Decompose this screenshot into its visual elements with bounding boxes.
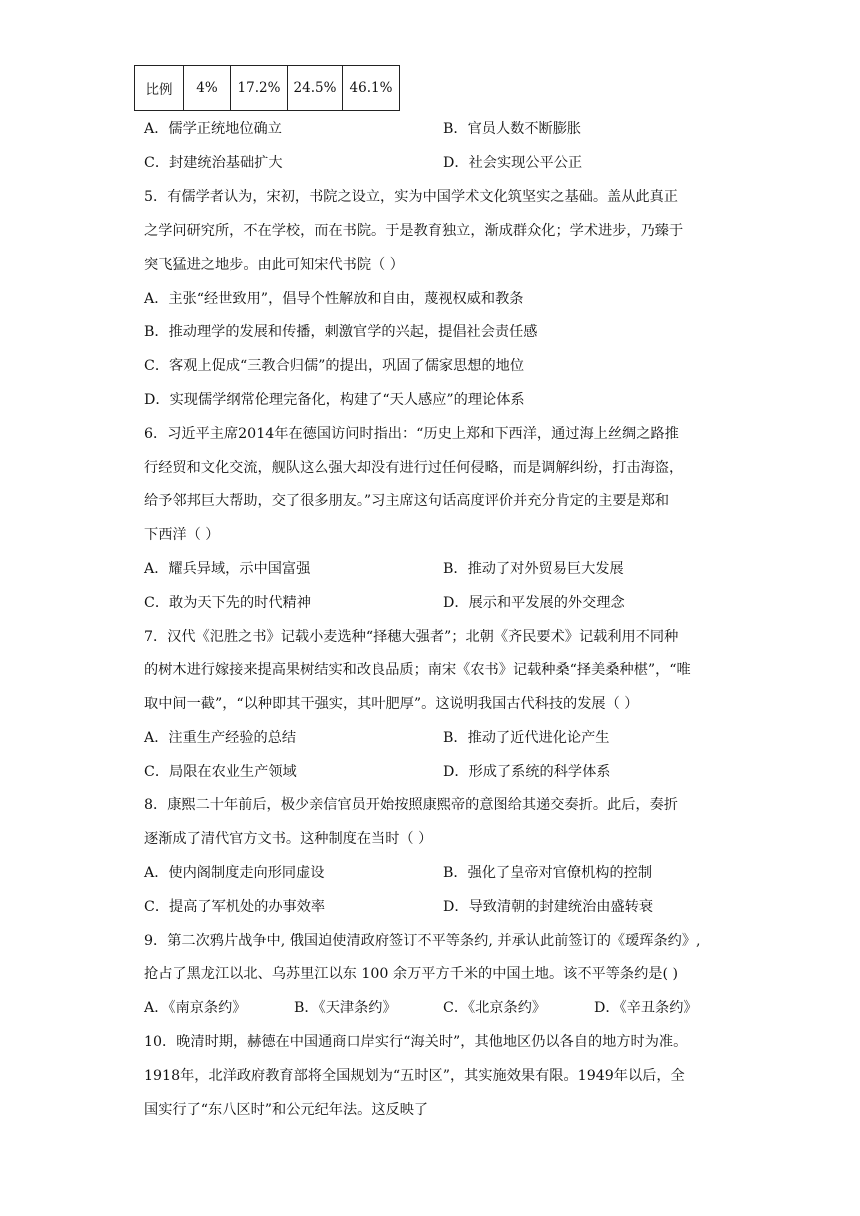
- answer-option: B．《天津条约》: [294, 1000, 397, 1016]
- text-line: 取中间一截”，“以种即其干强实，其叶肥厚”。这说明我国古代科技的发展（ ）: [144, 696, 639, 712]
- text-line: A．主张“经世致用”，倡导个性解放和自由，蔑视权威和教条: [144, 291, 524, 307]
- answer-option: A．注重生产经验的总结: [144, 730, 297, 746]
- table-cell: 46.1%: [343, 66, 400, 111]
- answer-option: D．展示和平发展的外交理念: [443, 595, 625, 611]
- answer-option: A．耀兵异域，示中国富强: [144, 561, 311, 577]
- answer-option: C．《北京条约》: [443, 1000, 547, 1016]
- text-line: 1918年，北洋政府教育部将全国规划为“五时区”，其实施效果有限。1949年以后，全: [144, 1068, 685, 1084]
- answer-option: D．社会实现公平公正: [443, 155, 583, 171]
- text-line: 之学问研究所，不在学校，而在书院。于是教育独立，渐成群众化；学术进步，乃臻于: [144, 223, 684, 239]
- ratio-table: [134, 65, 400, 111]
- text-line: 突飞猛进之地步。由此可知宋代书院（ ）: [144, 257, 404, 273]
- text-line: 的树木进行嫁接来提高果树结实和改良品质；南宋《农书》记载种桑“择美桑种椹”，“唯: [144, 662, 691, 678]
- answer-option: C．敢为天下先的时代精神: [144, 595, 311, 611]
- text-line: 给予邻邦巨大帮助，交了很多朋友。”习主席这句话高度评价并充分肯定的主要是郑和: [144, 493, 670, 509]
- text-line: D．实现儒学纲常伦理完备化，构建了“天人感应”的理论体系: [144, 392, 525, 408]
- answer-option: C．局限在农业生产领域: [144, 764, 297, 780]
- answer-option: B．推动了近代进化论产生: [443, 730, 610, 746]
- answer-option: D．导致清朝的封建统治由盛转衰: [443, 899, 654, 915]
- text-line: 抢占了黑龙江以北、乌苏里江以东 100 余万平方千米的中国土地。该不平等条约是( ): [144, 966, 679, 982]
- text-line: C．客观上促成“三教合归儒”的提出，巩固了儒家思想的地位: [144, 358, 525, 374]
- answer-option: D．《辛丑条约》: [594, 1000, 698, 1016]
- text-line: 逐渐成了清代官方文书。这种制度在当时（ ）: [144, 831, 433, 847]
- table-cell: 17.2%: [231, 66, 288, 111]
- table-cell: 比例: [135, 66, 184, 111]
- answer-option: C．封建统治基础扩大: [144, 155, 283, 171]
- answer-option: A．《南京条约》: [144, 1000, 247, 1016]
- text-line: 6．习近平主席2014年在德国访问时指出：“历史上郑和下西洋，通过海上丝绸之路推: [144, 426, 679, 442]
- answer-option: A．儒学正统地位确立: [144, 121, 282, 137]
- answer-option: A．使内阁制度走向形同虚设: [144, 865, 325, 881]
- answer-option: B．官员人数不断膨胀: [443, 121, 582, 137]
- table-row: [135, 66, 400, 111]
- text-line: B．推动理学的发展和传播，刺激官学的兴起，提倡社会责任感: [144, 324, 538, 340]
- text-line: 下西洋（ ）: [144, 527, 220, 543]
- text-line: 5．有儒学者认为，宋初，书院之设立，实为中国学术文化筑坚实之基础。盖从此真正: [144, 189, 678, 205]
- answer-option: C．提高了军机处的办事效率: [144, 899, 326, 915]
- answer-option: D．形成了系统的科学体系: [443, 764, 611, 780]
- text-line: 10．晚清时期，赫德在中国通商口岸实行“海关时”，其他地区仍以各自的地方时为准。: [144, 1034, 688, 1050]
- answer-option: B．强化了皇帝对官僚机构的控制: [443, 865, 653, 881]
- text-line: 国实行了“东八区时”和公元纪年法。这反映了: [144, 1102, 429, 1118]
- table-cell: 4%: [184, 66, 231, 111]
- text-line: 8．康熙二十年前后，极少亲信官员开始按照康熙帝的意图给其递交奏折。此后，奏折: [144, 797, 678, 813]
- answer-option: B．推动了对外贸易巨大发展: [443, 561, 624, 577]
- text-line: 行经贸和文化交流，舰队这么强大却没有进行过任何侵略，而是调解纠纷，打击海盗，: [144, 460, 684, 476]
- text-line: 7．汉代《氾胜之书》记载小麦选种“择穗大强者”；北朝《齐民要术》记载利用不同种: [144, 629, 679, 645]
- table-cell: 24.5%: [288, 66, 343, 111]
- text-line: 9．第二次鸦片战争中, 俄国迫使清政府签订不平等条约, 并承认此前签订的《瑷珲条约》,: [144, 933, 701, 949]
